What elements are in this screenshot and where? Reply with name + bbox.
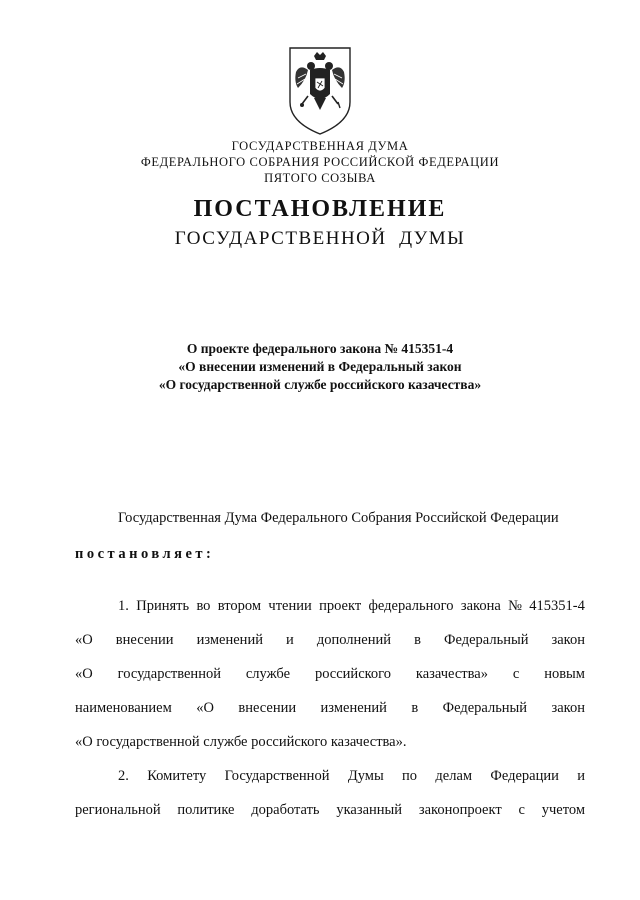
- word: Федеральный: [444, 632, 529, 648]
- coat-of-arms-emblem: [284, 44, 356, 136]
- word: Федерации: [490, 768, 559, 784]
- bill-title: [0, 340, 640, 394]
- word: политике: [177, 802, 235, 818]
- word: в: [414, 632, 421, 648]
- bill-title-line-1: О проекте федерального закона № 415351-4: [186, 341, 454, 356]
- word: 415351-4: [529, 598, 585, 614]
- word: указанный: [336, 802, 403, 818]
- word: внесении: [238, 700, 297, 716]
- bill-title-line-2: «О внесении изменений в Федеральный закон: [178, 359, 462, 374]
- bill-title-line-3: «О государственной службе российского казачества»: [158, 377, 482, 392]
- header-line-1: ГОСУДАРСТВЕННАЯ ДУМА: [231, 139, 409, 153]
- word: 1.: [118, 598, 129, 614]
- word: государственной: [117, 666, 221, 682]
- word: по: [402, 768, 418, 784]
- word: изменений: [196, 632, 263, 648]
- resolves-text: постановляет:: [75, 546, 215, 562]
- word: Государственной: [224, 768, 330, 784]
- item1-line-1: [118, 596, 585, 616]
- word: в: [411, 700, 419, 716]
- word: казачества»: [415, 666, 488, 682]
- word: Думы: [347, 768, 384, 784]
- header-line-3: ПЯТОГО СОЗЫВА: [264, 171, 376, 185]
- word: втором: [217, 598, 262, 614]
- word: федерального: [368, 598, 454, 614]
- word: чтении: [268, 598, 312, 614]
- item2-line-2: [75, 800, 585, 820]
- word: и: [286, 632, 294, 648]
- preamble-text: Государственная Дума Федерального Собрания Российской Федерации: [118, 510, 559, 526]
- word: «О: [196, 700, 214, 716]
- word: «О: [75, 666, 93, 682]
- document-title: ПОСТАНОВЛЕНИЕ: [193, 196, 447, 222]
- word: №: [508, 598, 522, 614]
- word: с: [518, 802, 525, 818]
- word: Комитету: [147, 768, 207, 784]
- word: службе: [245, 666, 291, 682]
- item1-line-2: [75, 630, 585, 650]
- word: изменений: [320, 700, 387, 716]
- header-line-2: ФЕДЕРАЛЬНОГО СОБРАНИЯ РОССИЙСКОЙ ФЕДЕРАЦИИ: [140, 155, 500, 169]
- word: доработать: [251, 802, 320, 818]
- item1-line-5: «О государственной службе российского казачества».: [75, 734, 407, 750]
- word: Федеральный: [442, 700, 528, 716]
- item1-line-3: [75, 664, 585, 684]
- word: дополнений: [316, 632, 392, 648]
- item2-line-1: [118, 766, 585, 786]
- word: «О: [75, 632, 93, 648]
- word: учетом: [541, 802, 585, 818]
- item1-line-4: [75, 698, 585, 718]
- word: закон: [551, 632, 585, 648]
- word: Принять: [136, 598, 190, 614]
- document-subtitle: ГОСУДАРСТВЕННОЙ ДУМЫ: [174, 228, 466, 249]
- word: законопроект: [418, 802, 502, 818]
- word: внесении: [115, 632, 174, 648]
- word: во: [196, 598, 211, 614]
- issuer-header: [0, 138, 640, 186]
- word: проект: [319, 598, 362, 614]
- word: закона: [460, 598, 501, 614]
- word: с: [512, 666, 520, 682]
- word: наименованием: [75, 700, 172, 716]
- word: российского: [314, 666, 392, 682]
- word: и: [577, 768, 585, 784]
- word: делам: [435, 768, 473, 784]
- word: региональной: [75, 802, 161, 818]
- word: новым: [544, 666, 585, 682]
- word: 2.: [118, 768, 129, 784]
- word: закон: [551, 700, 585, 716]
